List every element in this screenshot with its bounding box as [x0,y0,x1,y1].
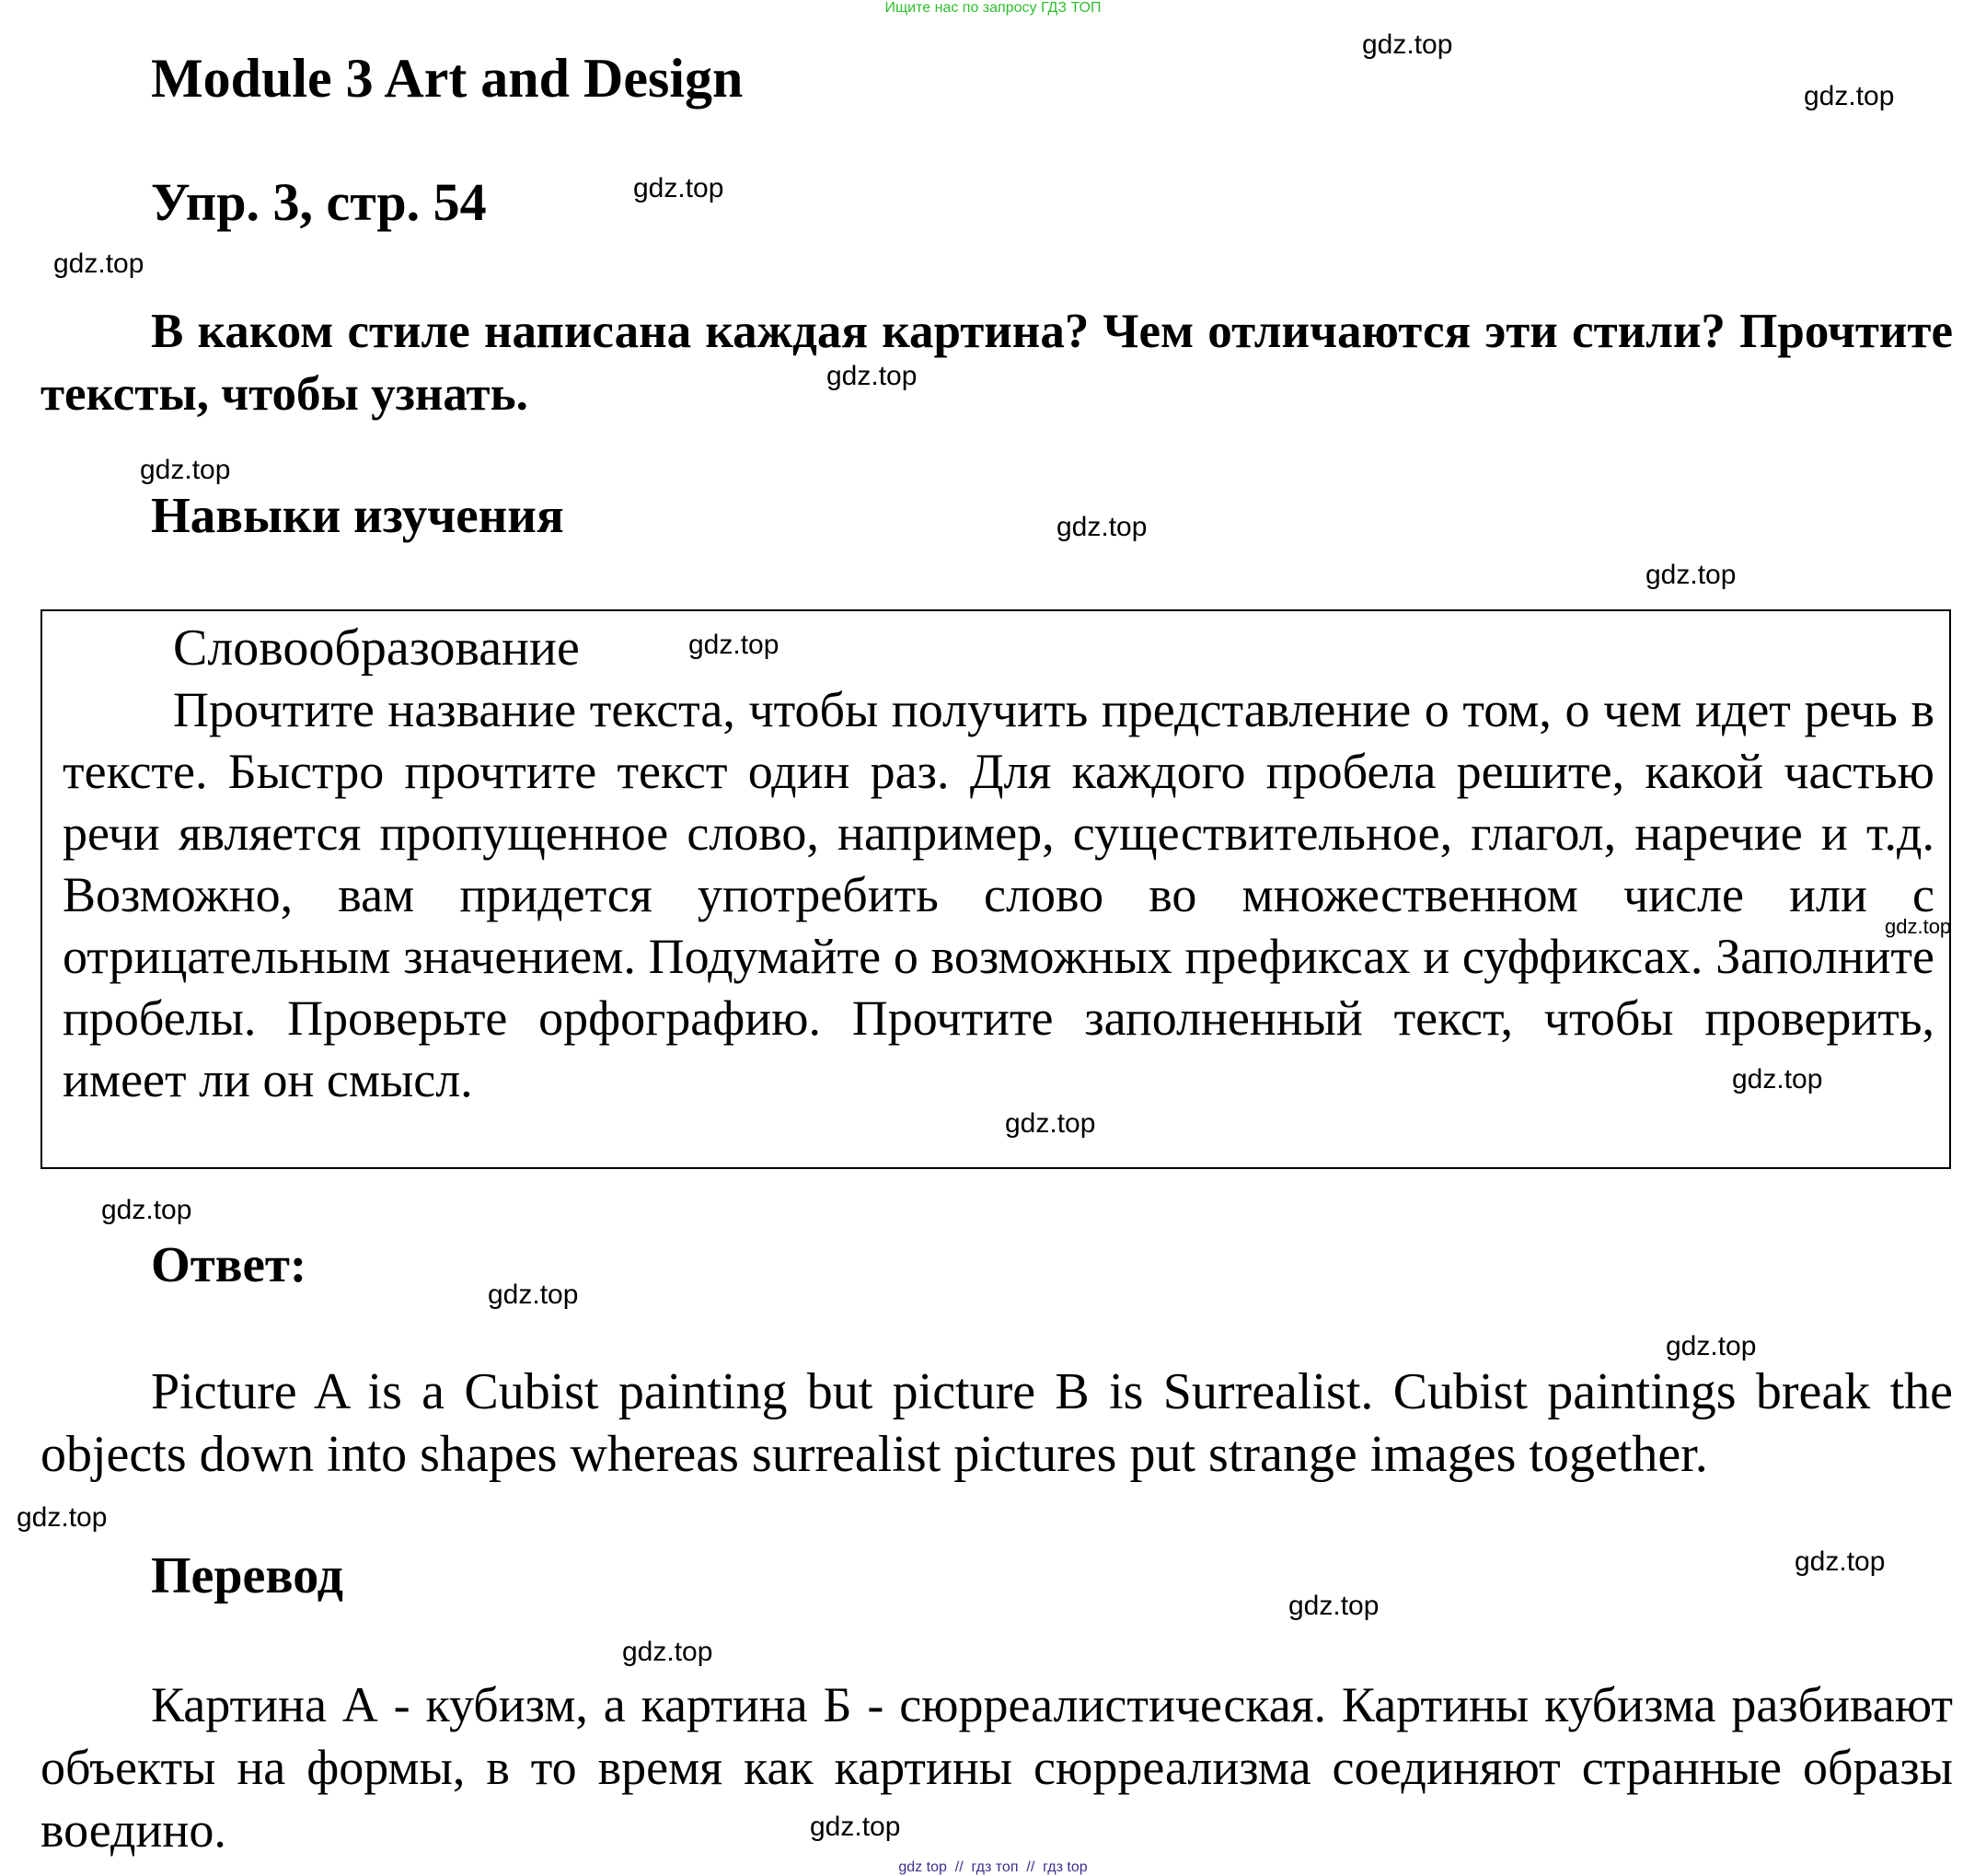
question-text: В каком стиле написана каждая картина? Чем отличаются эти стили? Прочтите тексты, чтобы узнать. [40,305,1953,421]
watermark: gdz.top [810,1812,901,1842]
watermark: gdz.top [1666,1331,1757,1361]
watermark: gdz.top [488,1280,579,1310]
exercise-reference: Упр. 3, стр. 54 [151,172,487,232]
watermark: gdz.top [101,1195,192,1225]
watermark: gdz.top [1885,915,1952,938]
watermark: gdz.top [633,173,724,203]
watermark: gdz.top [826,361,918,391]
translation-text: Картина А - кубизм, а картина Б - сюрреалистическая. Картины кубизма разбивают объекты на формы, в то время как картины сюрреализма соединяют странные образы воедино. [40,1677,1953,1858]
watermark: gdz.top [1362,29,1453,60]
watermark: gdz.top [1005,1108,1096,1139]
translation-heading: Перевод [151,1547,343,1604]
skills-box-title: Словообразование [173,620,580,677]
answer-text: Picture A is a Cubist painting but picture B is Surrealist. Cubist paintings break the objects down into shapes whereas surrealist pictures put strange images together. [40,1363,1953,1483]
answer-heading: Ответ: [151,1236,307,1292]
watermark: gdz.top [53,249,144,279]
watermark: gdz.top [1804,81,1895,111]
watermark: gdz.top [1288,1591,1380,1621]
skills-box-text: Прочтите название текста, чтобы получить представление о том, о чем идет речь в тексте. Быстро прочтите текст один раз. Для каждого пробела решите, какой частью речи является пропущенное слово, например, существительное, глагол, наречие и т.д. Возможно, вам придется употребить слово во множественном числе или с отрицательным значением. Подумайте о возможных префиксах и суффиксах. Заполните пробелы. Проверьте орфографию. Прочтите заполненный текст, чтобы проверить, имеет ли он смысл. [63,682,1934,1107]
module-title: Module 3 Art and Design [151,48,744,109]
watermark: gdz.top [1057,512,1148,542]
bottom-notice: gdz top // гдз топ // гдз top [898,1859,1088,1875]
watermark: gdz.top [688,630,779,660]
watermark: gdz.top [622,1637,713,1667]
watermark: gdz.top [1795,1546,1886,1577]
top-search-notice: Ищите нас по запросу ГДЗ ТОП [884,0,1102,16]
watermark: gdz.top [140,455,231,485]
watermark: gdz.top [17,1502,108,1533]
watermark: gdz.top [1645,560,1737,590]
skills-heading: Навыки изучения [151,487,564,543]
watermark: gdz.top [1732,1064,1823,1094]
